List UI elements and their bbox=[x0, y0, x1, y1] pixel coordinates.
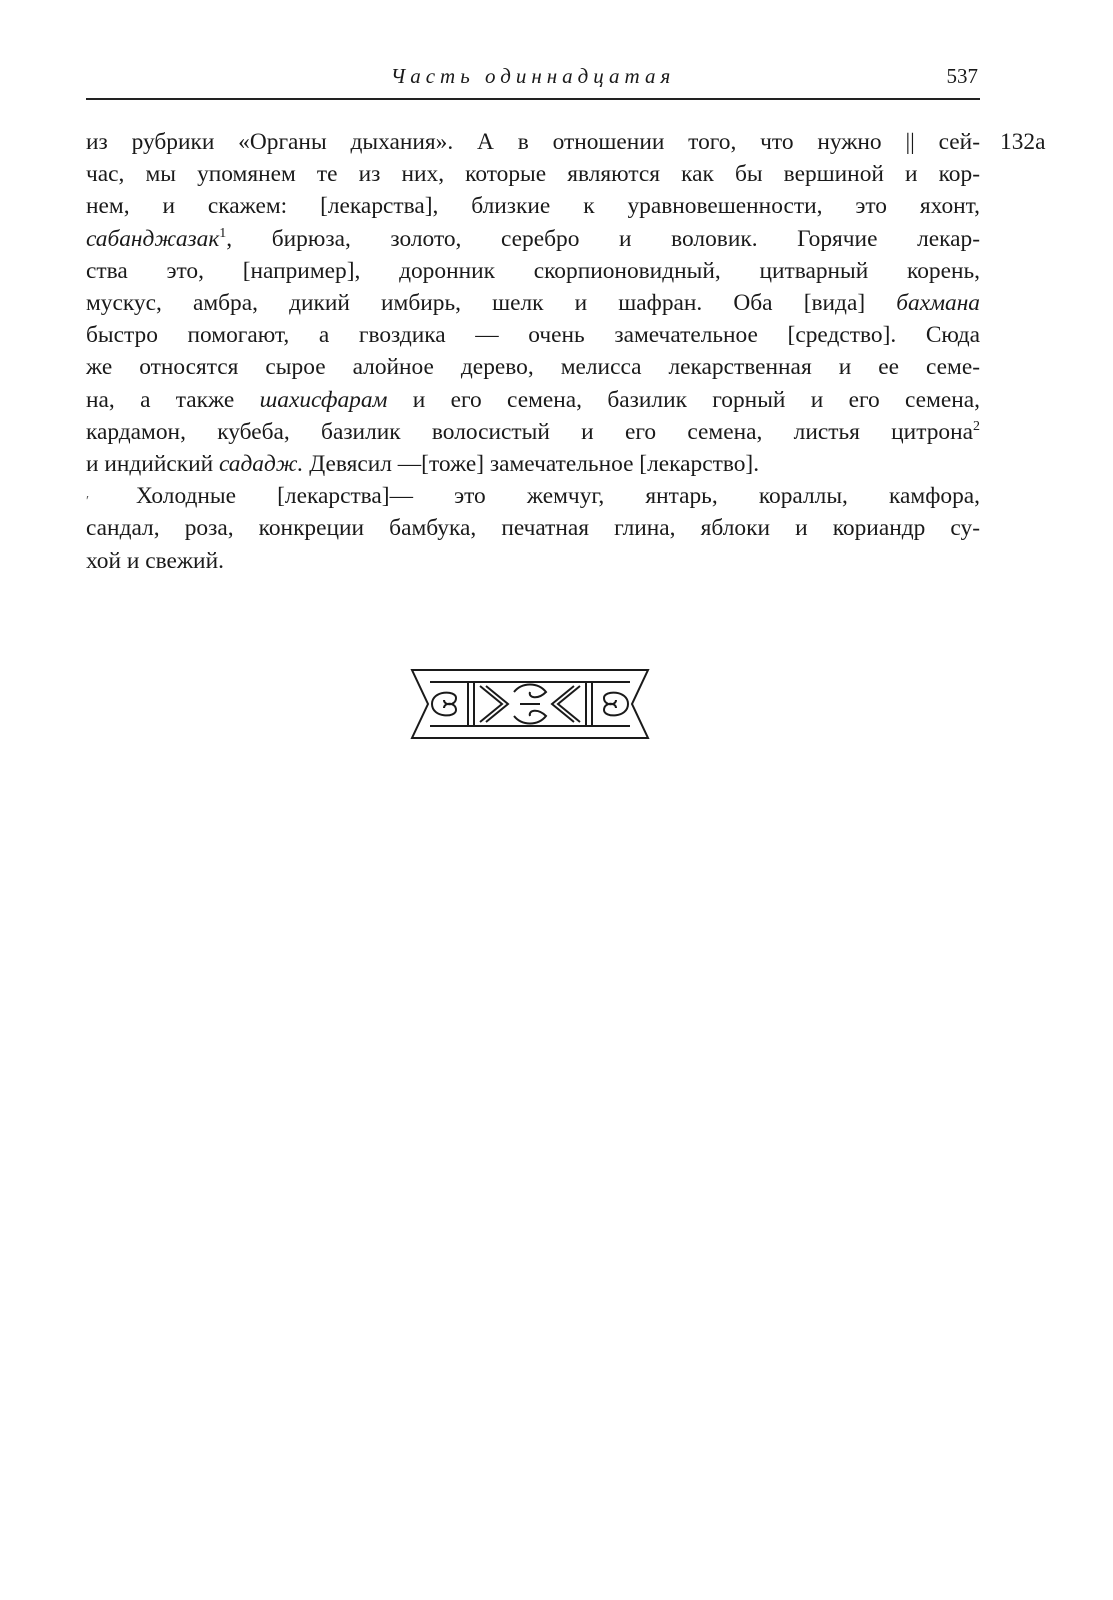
text-segment: мускус, амбра, дикий имбирь, шелк и шафран. Оба [вида] bbox=[86, 290, 897, 317]
running-title: Часть одиннадцатая bbox=[390, 64, 676, 88]
print-speck: ′ bbox=[86, 494, 90, 509]
text-line: ства это, [например], доронник скорпионовидный, цитварный корень, bbox=[86, 257, 980, 284]
footnote-marker: 1 bbox=[219, 225, 227, 241]
text-line: Холодные [лекарства]— это жемчуг, янтарь, кораллы, камфора, bbox=[136, 483, 980, 510]
text-segment: Девясил —[тоже] замечательное [лекарство]. bbox=[303, 451, 760, 478]
footnote-marker: 2 bbox=[973, 418, 980, 434]
text-line bbox=[86, 448, 980, 480]
text-segment: кардамон, кубеба, базилик волосистый и его семена, листья цитрона bbox=[86, 418, 973, 445]
body-text bbox=[86, 126, 980, 577]
text-line: сандал, роза, конкреции бамбука, печатная глина, яблоки и кориандр су- bbox=[86, 515, 980, 542]
italic-term: сабанджазак bbox=[86, 225, 220, 252]
text-line: же относятся сырое алойное дерево, мелисса лекарственная и ее семе- bbox=[86, 354, 980, 381]
text-line bbox=[86, 223, 980, 255]
text-line: хой и свежий. bbox=[86, 547, 224, 574]
margin-folio-note: 132а bbox=[1000, 129, 1046, 155]
text-line: час, мы упомянем те из них, которые являются как бы вершиной и кор- bbox=[86, 161, 980, 188]
italic-term: шахисфарам bbox=[259, 386, 388, 413]
page-number: 537 bbox=[946, 64, 978, 88]
paragraph-1 bbox=[86, 126, 980, 480]
italic-term: сададж. bbox=[218, 451, 304, 478]
running-head bbox=[86, 62, 980, 94]
text-segment: , бирюза, золото, серебро и воловик. Горячие лекар- bbox=[226, 225, 980, 252]
text-line: из рубрики «Органы дыхания». А в отношении того, что нужно || сей- bbox=[86, 129, 980, 155]
text-line bbox=[86, 384, 980, 416]
text-segment: и индийский bbox=[86, 451, 219, 478]
text-segment: на, а также bbox=[86, 386, 260, 413]
text-line bbox=[86, 287, 980, 319]
text-line: быстро помогают, а гвоздика — очень замечательное [средство]. Сюда bbox=[86, 322, 980, 349]
text-line: нем, и скажем: [лекарства], близкие к уравновешенности, это яхонт, bbox=[86, 193, 980, 220]
paragraph-2 bbox=[86, 480, 980, 577]
italic-term: бахмана bbox=[896, 290, 980, 317]
decorative-ornament-tailpiece bbox=[410, 668, 650, 740]
text-segment: и его семена, базилик горный и его семена, bbox=[387, 386, 980, 413]
header-rule bbox=[86, 98, 980, 100]
text-line bbox=[86, 416, 980, 448]
